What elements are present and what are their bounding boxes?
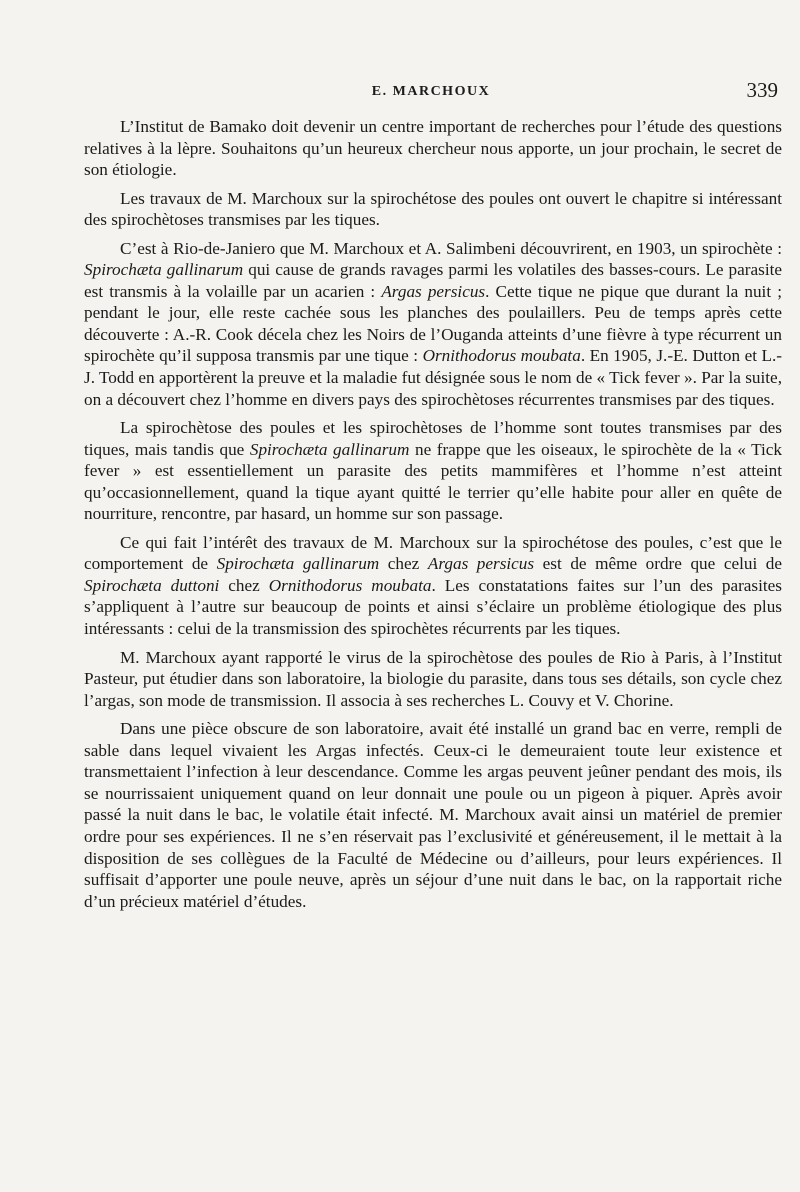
species-name: Argas persicus [381, 281, 486, 301]
paragraph-text: Dans une pièce obscure de son laboratoire, avait été installé un grand bac en verre, rempli de sable dans lequel vivaient les Argas infectés. Ceux-ci le demeuraient toute leur existence et transmettaient l’infection à leur descendance. Comme les argas peuvent jeûner pendant des mois, ils se nourrissaient uniquement quand on leur donnait une poule ou un pigeon à piquer. Après avoir passé la nuit dans le bac, le volatile était infecté. M. Marchoux avait ainsi un matériel de premier ordre pour ses expériences. Il ne s’en réservait pas l’exclusivité et généreusement, il le mettait à la disposition de ses collègues de la Faculté de Médecine ou d’ailleurs, pour leurs expériences. Il suffisait d’apporter une poule neuve, après un séjour d’une nuit dans le bac, on la rapportait riche d’un précieux matériel d’études. [84, 719, 782, 911]
species-name: Argas persicus [427, 554, 535, 574]
species-name: Spirochæta gallinarum [249, 439, 410, 459]
paragraph-text: . Cette tique ne pique que durant la nuit ; pendant le jour, elle reste cachée sous les planches des poulaillers. Peu de temps après cette découverte : A.-R. Cook décela chez les Noirs de l’Ouganda atteints d’une fièvre à type récurrent un spirochète qu’il supposa transmis par une tique : [84, 281, 782, 366]
paragraph-5 [84, 532, 782, 640]
paragraph-4 [84, 417, 782, 525]
paragraph-1 [84, 116, 782, 181]
running-title: E. MARCHOUX [371, 84, 491, 99]
paragraph-text: ne frappe que les oiseaux, le spirochète de la « Tick fever » est essentiellement un parasite des petits mammifères et l’homme n’est atteint qu’occasionnellement, quand la tique ayant quitté le terrier qu’elle habite pour aller en quête de nourriture, rencontre, par hasard, un homme sur son passage. [84, 439, 782, 524]
species-name: Ornithodorus moubata [422, 346, 581, 366]
paragraph-6 [84, 647, 782, 712]
species-name: Ornithodorus moubata [268, 575, 432, 595]
paragraph-text: chez [379, 554, 428, 574]
paragraph-text: C’est à Rio-de-Janiero que M. Marchoux et A. Salimbeni découvrirent, en 1903, un spirochète : [120, 238, 782, 258]
paragraph-text: est de même ordre que celui de [534, 554, 783, 574]
paragraph-text: chez [219, 575, 269, 595]
paragraph-text: . En 1905, J.-E. Dutton et L.-J. Todd en apportèrent la preuve et la maladie fut désignée sous le nom de « Tick fever ». Par la suite, on a découvert chez l’homme en divers pays des spirochètoses récurrentes transmises par des tiques. [84, 346, 783, 409]
body-text [84, 116, 782, 919]
paragraph-text: qui cause de grands ravages parmi les volatiles des basses-cours. Le parasite est transmis à la volaille par un acarien : [84, 260, 782, 301]
paragraph-text: Les travaux de M. Marchoux sur la spirochétose des poules ont ouvert le chapitre si intéressant des spirochètoses transmises par les tiques. [84, 188, 782, 230]
paragraph-3 [84, 238, 782, 410]
paragraph-text: L’Institut de Bamako doit devenir un centre important de recherches pour l’étude des questions relatives à la lèpre. Souhaitons qu’un heureux chercheur nous apporte, un jour prochain, le secret de son étiologie. [84, 117, 782, 180]
paragraph-2 [84, 188, 782, 231]
paragraph-text: . Les constatations faites sur l’un des parasites s’appliquent à l’autre sur beaucoup de points et ainsi s’éclaire un problème étiologique des plus intéressants : celui de la transmission des spirochètes récurrents par les tiques. [84, 575, 782, 639]
paragraph-text: M. Marchoux ayant rapporté le virus de la spirochètose des poules de Rio à Paris, à l’Institut Pasteur, put étudier dans son laboratoire, la biologie du parasite, dans tous ses détails, son cycle chez l’argas, son mode de transmission. Il associa à ses recherches L. Couvy et V. Chorine. [84, 647, 782, 710]
paragraph-7 [84, 718, 782, 912]
paragraph-text: Ce qui fait l’intérêt des travaux de M. Marchoux sur la spirochétose des poules, c’est que le comportement de [84, 532, 782, 574]
page-number: 339 [746, 78, 778, 102]
species-name: Spirochæta gallinarum [84, 260, 244, 280]
species-name: Spirochæta duttoni [84, 575, 220, 595]
paragraph-text: La spirochètose des poules et les spirochètoses de l’homme sont toutes transmises par des tiques, mais tandis que [84, 418, 782, 459]
species-name: Spirochæta gallinarum [216, 554, 380, 574]
running-head [84, 78, 778, 106]
